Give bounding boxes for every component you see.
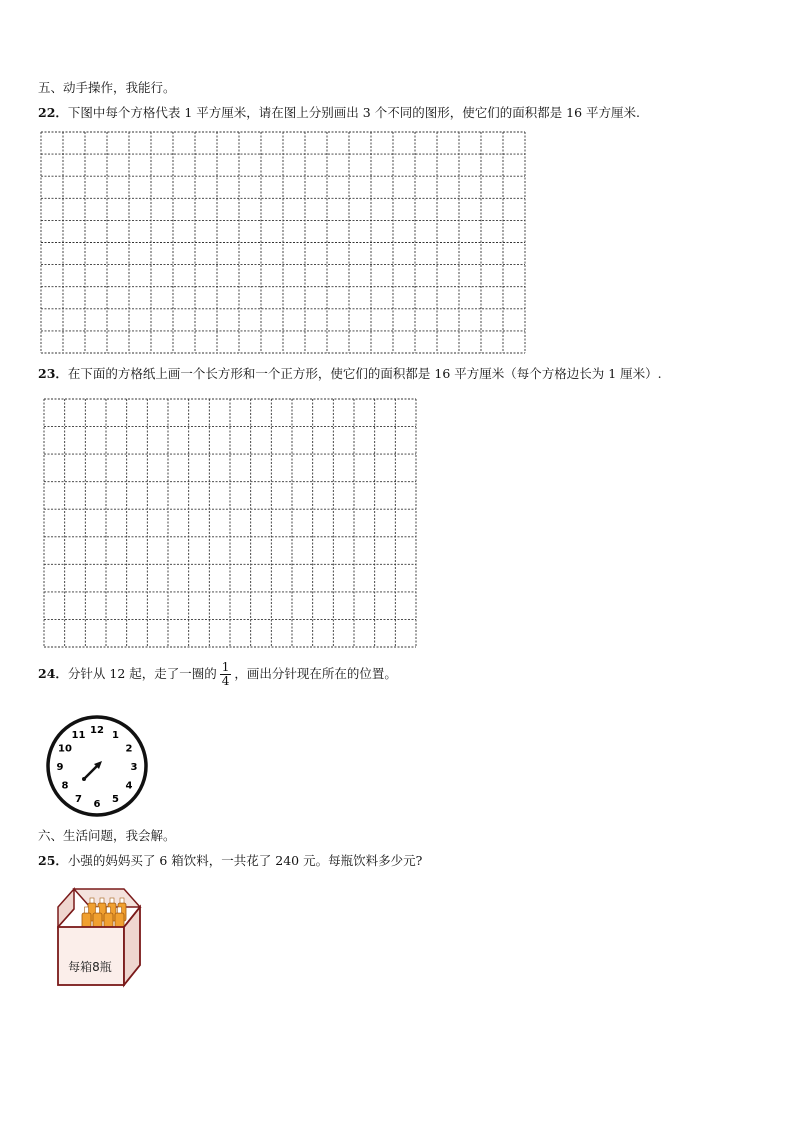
clock-number: 9 [56,762,64,773]
section-title-5: 五、动手操作，我能行。 [38,80,176,95]
clock-number: 1 [112,729,119,741]
section-title-6: 六、生活问题，我会解。 [38,828,176,843]
question-25 [38,851,422,869]
clock-number: 2 [125,743,133,755]
fraction-one-quarter [220,661,232,688]
question-25-text: 小强的妈妈买了 6 箱饮料，一共花了 240 元。每瓶饮料多少元? [67,853,423,868]
clock-number: 11 [71,729,86,741]
clock-number: 7 [75,794,82,806]
fraction-denominator: 4 [221,674,230,688]
question-22 [38,103,640,121]
box-label: 每箱8瓶 [68,960,112,974]
clock-face[interactable] [44,713,150,819]
question-22-number: 22． [38,105,68,120]
question-23 [38,364,662,382]
clock-number: 3 [130,762,138,773]
clock-number: 8 [61,780,69,792]
fraction-numerator: 1 [221,660,230,674]
question-23-text: 在下面的方格纸上画一个长方形和一个正方形，使它们的面积都是 16 平方厘米（每个方格边长为 1 厘米）. [67,366,662,381]
question-24-text-after: ，画出分针现在所在的位置。 [234,666,397,681]
question-24-text-before: 分针从 12 起，走了一圈的 [67,666,217,681]
clock-center-dot [82,777,86,781]
question-22-text: 下图中每个方格代表 1 平方厘米，请在图上分别画出 3 个不同的图形，使它们的面积都是 16 平方厘米. [67,105,641,120]
clock-number: 5 [112,794,119,806]
question-24-number: 24． [38,666,68,681]
question-23-number: 23． [38,366,68,381]
clock-number: 4 [125,780,133,792]
clock-number: 12 [90,725,104,736]
question-25-number: 25． [38,853,68,868]
clock-number: 10 [57,743,72,755]
clock-number: 6 [93,799,101,810]
question-24 [38,661,397,688]
grid-paper-23[interactable] [43,398,417,648]
grid-paper-22[interactable] [40,131,526,354]
